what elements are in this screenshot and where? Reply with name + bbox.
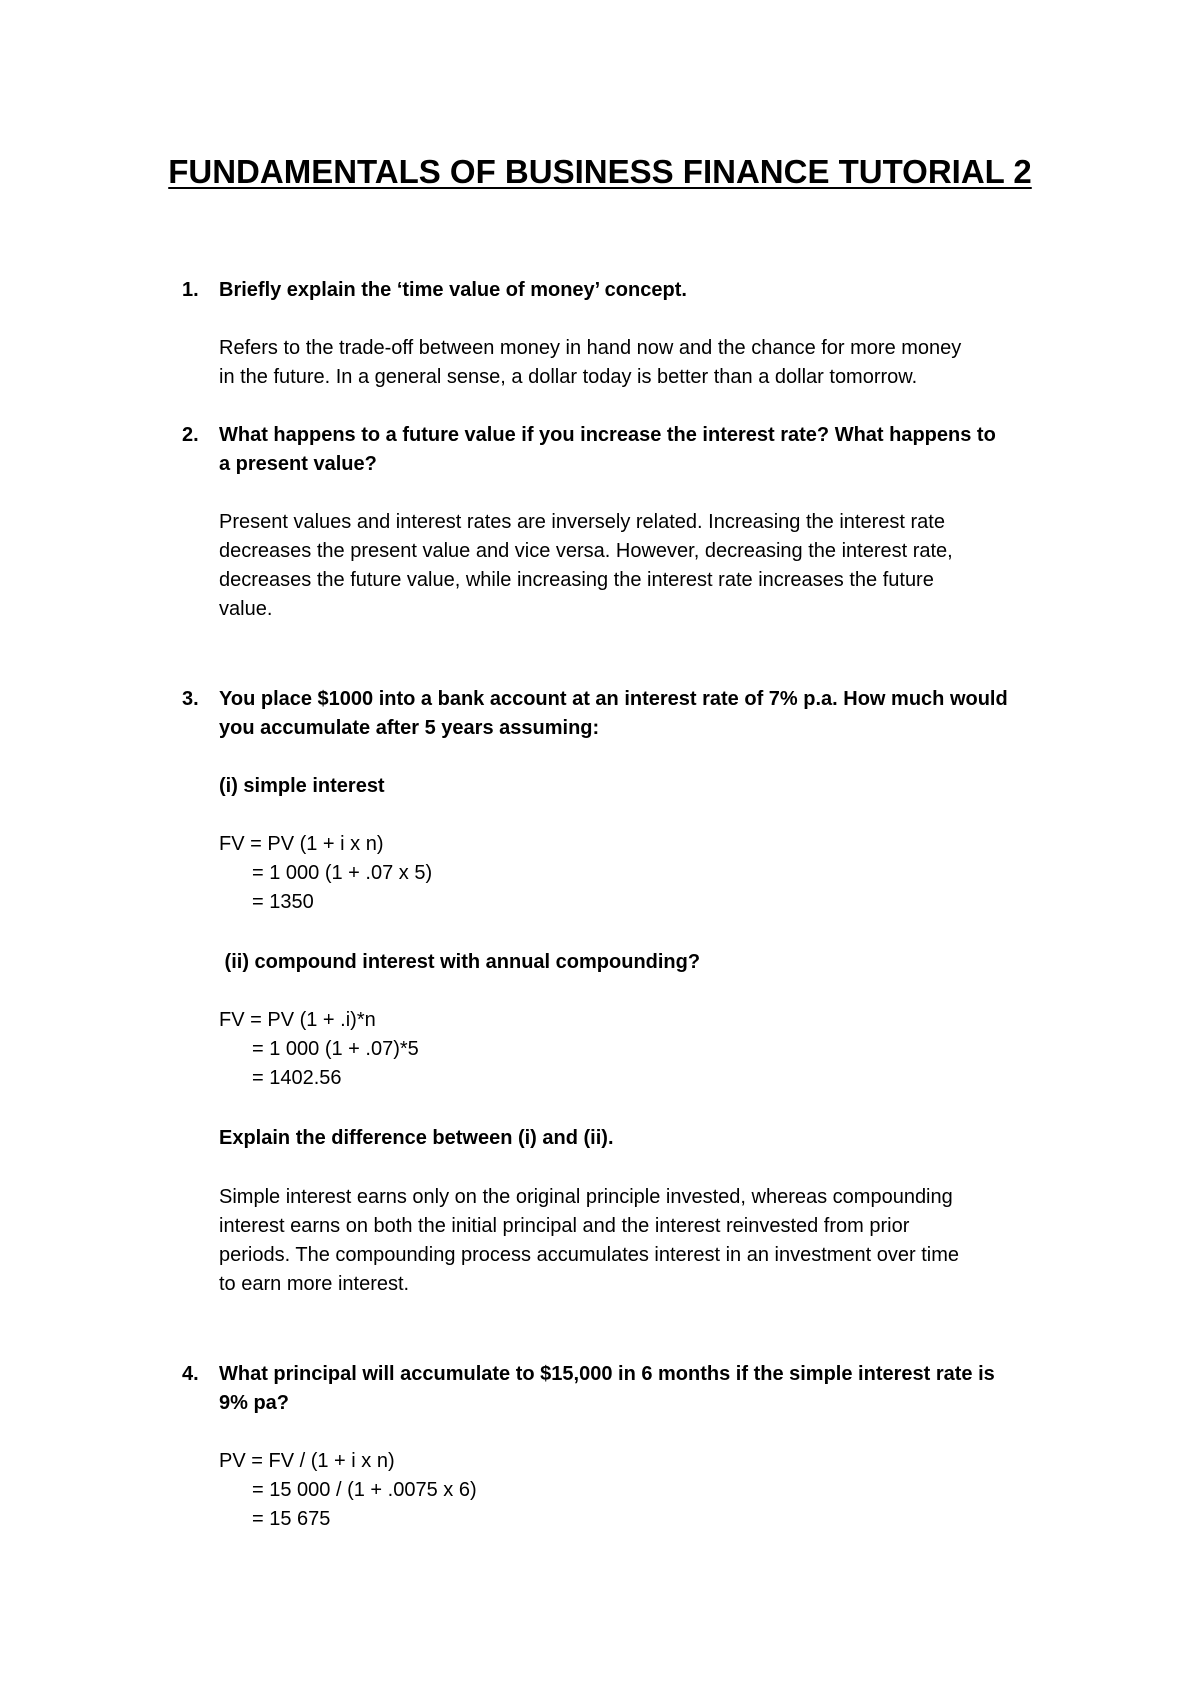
question-number: 3. xyxy=(182,688,199,710)
question-2 xyxy=(182,421,1069,479)
answer-line: decreases the present value and vice versa. However, decreasing the interest rate, xyxy=(219,540,953,562)
question-number: 2. xyxy=(182,424,199,446)
part-ii-calculation xyxy=(219,1006,1069,1093)
answer-line: in the future. In a general sense, a dollar today is better than a dollar tomorrow. xyxy=(219,366,918,388)
answer-line: to earn more interest. xyxy=(219,1273,410,1295)
explain-heading-text: Explain the difference between (i) and (ii). xyxy=(219,1127,614,1149)
calc-line: = 15 000 / (1 + .0075 x 6) xyxy=(252,1479,477,1501)
question-text: you accumulate after 5 years assuming: xyxy=(219,717,600,739)
question-4 xyxy=(182,1360,1069,1418)
answer-1 xyxy=(219,334,1069,392)
explain-answer xyxy=(219,1183,1069,1299)
calc-line: = 1 000 (1 + .07 x 5) xyxy=(252,862,433,884)
answer-line: decreases the future value, while increasing the interest rate increases the future xyxy=(219,569,934,591)
calc-line: = 1 000 (1 + .07)*5 xyxy=(252,1038,419,1060)
calc-line: FV = PV (1 + .i)*n xyxy=(219,1009,376,1031)
part-ii-heading xyxy=(219,948,1069,977)
part-i-calculation xyxy=(219,830,1069,917)
calc-line: FV = PV (1 + i x n) xyxy=(219,833,384,855)
question-text: 9% pa? xyxy=(219,1392,290,1414)
question-text: What happens to a future value if you increase the interest rate? What happens to xyxy=(219,424,996,446)
part-i-heading xyxy=(219,772,1069,801)
question-3 xyxy=(182,685,1069,743)
answer-line: value. xyxy=(219,598,273,620)
question-1 xyxy=(182,276,1069,305)
question-number: 1. xyxy=(182,279,199,301)
answer-line: Simple interest earns only on the original principle invested, whereas compounding xyxy=(219,1186,953,1208)
answer-line: Refers to the trade-off between money in hand now and the chance for more money xyxy=(219,337,962,359)
question-text: a present value? xyxy=(219,453,377,475)
calc-line: PV = FV / (1 + i x n) xyxy=(219,1450,395,1472)
calc-line: = 1350 xyxy=(252,891,314,913)
question-number: 4. xyxy=(182,1363,199,1385)
calc-line: = 15 675 xyxy=(252,1508,331,1530)
answer-2 xyxy=(219,508,1069,624)
answer-line: interest earns on both the initial principal and the interest reinvested from prior xyxy=(219,1215,910,1237)
document-title: FUNDAMENTALS OF BUSINESS FINANCE TUTORIAL 2 xyxy=(168,153,1032,190)
answer-line: periods. The compounding process accumulates interest in an investment over time xyxy=(219,1244,960,1266)
explain-heading xyxy=(219,1124,1069,1153)
q4-calculation xyxy=(219,1447,1069,1534)
part-i-heading-text: (i) simple interest xyxy=(219,775,385,797)
answer-line: Present values and interest rates are inversely related. Increasing the interest rate xyxy=(219,511,945,533)
part-ii-heading-text: (ii) compound interest with annual compounding? xyxy=(219,951,701,973)
question-text: What principal will accumulate to $15,000 in 6 months if the simple interest rate is xyxy=(219,1363,995,1385)
calc-line: = 1402.56 xyxy=(252,1067,342,1089)
question-text: Briefly explain the ‘time value of money’ concept. xyxy=(219,279,687,301)
question-text: You place $1000 into a bank account at an interest rate of 7% p.a. How much would xyxy=(219,688,1008,710)
